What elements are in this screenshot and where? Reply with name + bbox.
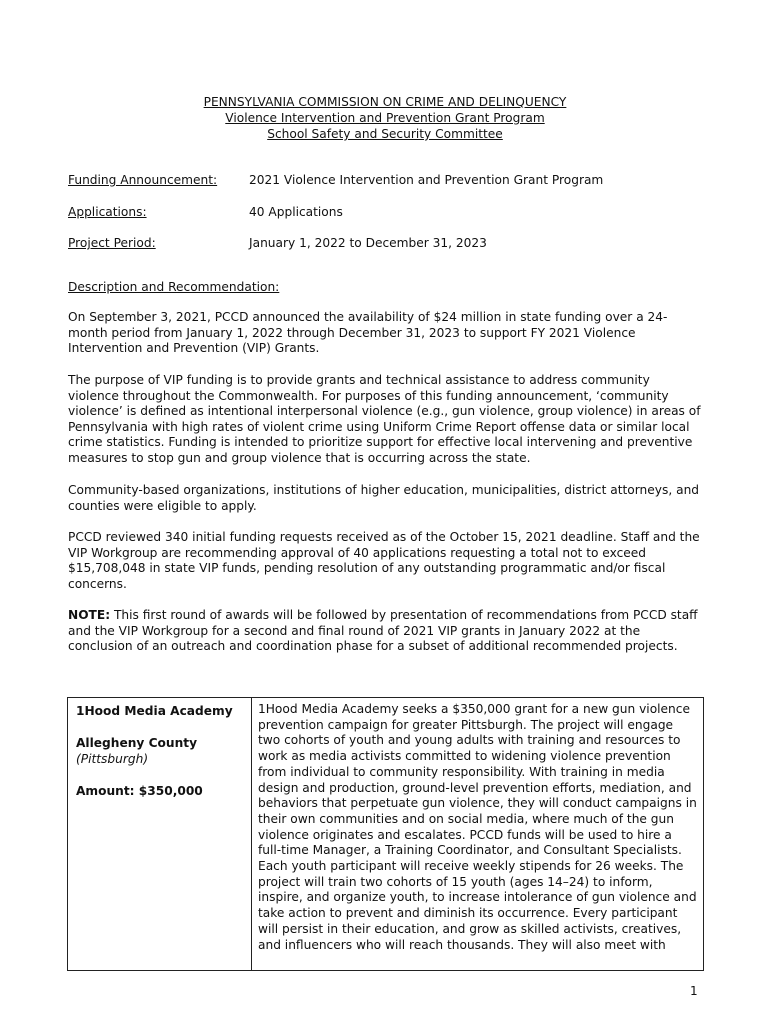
paragraph-purpose: The purpose of VIP funding is to provide grants and technical assistance to address community violence throughout the Commonwealth. For purposes of this funding announcement, ‘community violence’ is defined as intentional interpersonal violence (e.g., gun violence, group violence) in areas of Pennsylvania with high rates of violent crime using Uniform Crime Report offense data or similar local crime statistics. Funding is intended to prioritize support for effective local intervening and preventive measures to stop gun and group violence that is occurring across the state. xyxy=(68,373,701,465)
grant-description: 1Hood Media Academy seeks a $350,000 grant for a new gun violence prevention campaign for greater Pittsburgh. The project will engage two cohorts of youth and young adults with training and resources to work as media activists committed to widening violence prevention from individual to community responsibility. With training in media design and production, ground-level prevention efforts, mediation, and behaviors that perpetuate gun violence, they will conduct campaigns in their own communities and on social media, where much of the gun violence originates and escalates. PCCD funds will be used to hire a full-time Manager, a Training Coordinator, and Consultant Specialists. Each youth participant will receive weekly stipends for 26 weeks. The project will train two cohorts of 15 youth (ages 14–24) to inform, inspire, and organize youth, to increase intolerance of gun violence and take action to prevent and diminish its occurrence. Every participant will persist in their education, and grow as skilled activists, creatives, and influencers who will reach thousands. They will also meet with xyxy=(258,702,697,952)
field-label: Project Period: xyxy=(68,236,156,250)
field-label: Applications: xyxy=(68,205,147,219)
paragraph-review: PCCD reviewed 340 initial funding requests received as of the October 15, 2021 deadline. Staff and the VIP Workgroup are recommending approval of 40 applications requesting a total not to exceed $15,708,048 in state VIP funds, pending resolution of any outstanding programmatic and/or fiscal concerns. xyxy=(68,530,700,591)
field-value: 40 Applications xyxy=(249,205,343,219)
note-text: This first round of awards will be followed by presentation of recommendations from PCCD staff and the VIP Workgroup for a second and final round of 2021 VIP grants in January 2022 at the conclusion of an outreach and coordination phase for a subset of additional recommended projects. xyxy=(68,608,698,654)
header-commission: PENNSYLVANIA COMMISSION ON CRIME AND DELINQUENCY xyxy=(203,95,567,109)
field-value: 2021 Violence Intervention and Prevention Grant Program xyxy=(249,173,604,187)
paragraph-eligibility: Community-based organizations, institutions of higher education, municipalities, district attorneys, and counties were eligible to apply. xyxy=(68,483,700,513)
document-header xyxy=(0,94,770,142)
grant-summary-cell xyxy=(68,698,252,970)
section-title: Description and Recommendation: xyxy=(68,280,280,294)
field-value: January 1, 2022 to December 31, 2023 xyxy=(249,236,487,250)
grantee-city: (Pittsburgh) xyxy=(76,752,149,766)
header-program: Violence Intervention and Prevention Grant Program xyxy=(225,111,545,125)
grant-amount: Amount: $350,000 xyxy=(76,784,203,798)
grantee-name: 1Hood Media Academy xyxy=(76,704,233,718)
header-committee: School Safety and Security Committee xyxy=(267,127,503,141)
field-label: Funding Announcement: xyxy=(68,173,218,187)
grant-table xyxy=(67,697,704,971)
page-number: 1 xyxy=(690,984,698,998)
paragraph-note xyxy=(68,608,702,655)
grant-description-cell xyxy=(252,698,703,970)
note-label: NOTE: xyxy=(68,608,111,622)
paragraph-announcement: On September 3, 2021, PCCD announced the availability of $24 million in state funding over a 24-month period from January 1, 2022 through December 31, 2023 to support FY 2021 Violence Intervention and Prevention (VIP) Grants. xyxy=(68,310,668,356)
grantee-county: Allegheny County xyxy=(76,736,198,750)
